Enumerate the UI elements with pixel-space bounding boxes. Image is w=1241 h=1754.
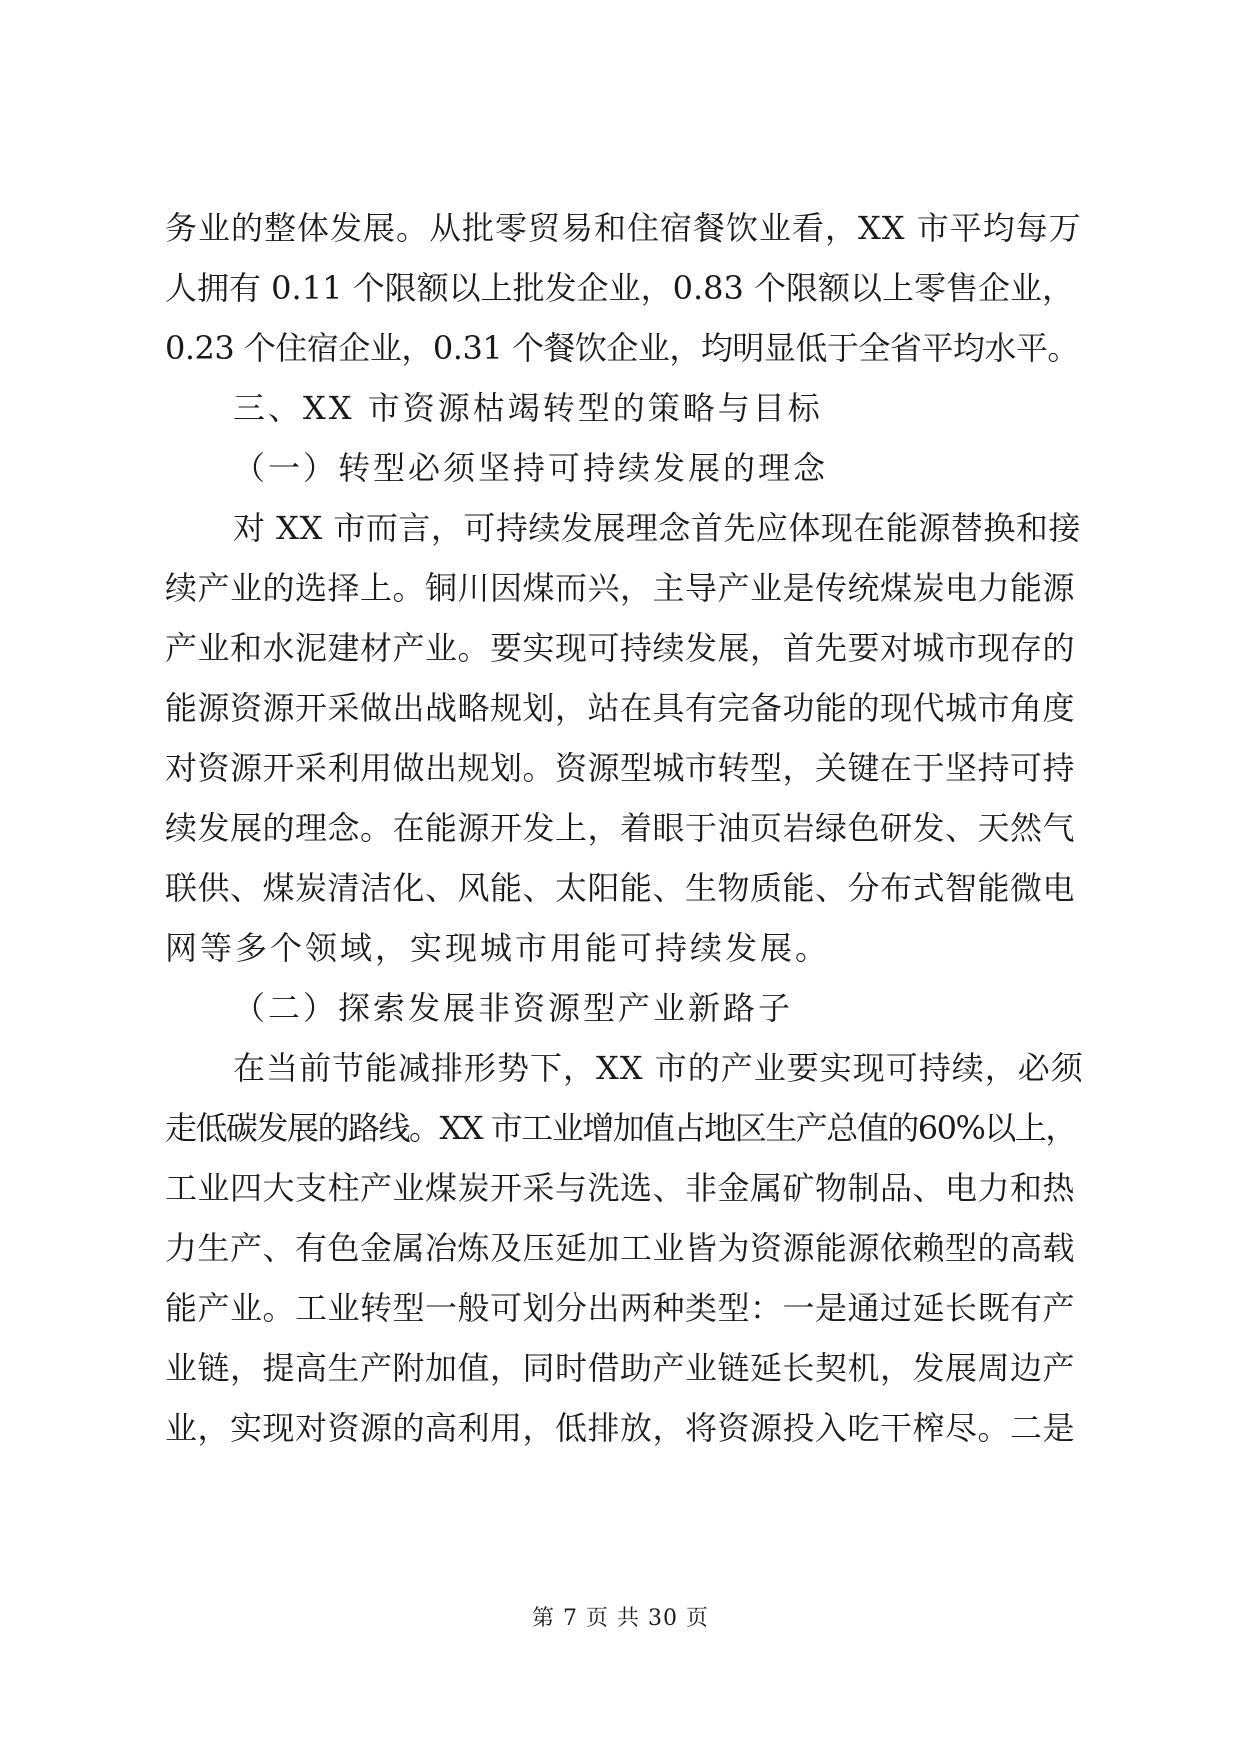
body-text-line: 业链，提高生产附加值，同时借助产业链延长契机，发展周边产 <box>165 1349 1076 1387</box>
body-text-line: 能源资源开采做出战略规划，站在具有完备功能的现代城市角度 <box>165 689 1076 727</box>
body-text-line: 工业四大支柱产业煤炭开采与洗选、非金属矿物制品、电力和热 <box>165 1169 1076 1207</box>
body-text-line: 务业的整体发展。从批零贸易和住宿餐饮业看，XX 市平均每万 <box>165 209 1082 247</box>
body-text-line: 产业和水泥建材产业。要实现可持续发展，首先要对城市现存的 <box>165 629 1076 667</box>
body-text-line: 在当前节能减排形势下，XX 市的产业要实现可持续，必须 <box>233 1049 1084 1087</box>
body-text-line: 对资源开采利用做出规划。资源型城市转型，关键在于坚持可持 <box>165 749 1076 787</box>
body-text-line: 走低碳发展的路线。XX 市工业增加值占地区生产总值的60%以上， <box>165 1109 1076 1147</box>
body-text-line: 能产业。工业转型一般可划分出两种类型：一是通过延长既有产 <box>165 1289 1076 1327</box>
body-text-line: 续产业的选择上。铜川因煤而兴，主导产业是传统煤炭电力能源 <box>165 569 1076 607</box>
body-text-line: 联供、煤炭清洁化、风能、太阳能、生物质能、分布式智能微电 <box>165 869 1076 907</box>
body-text-line: 力生产、有色金属冶炼及压延加工业皆为资源能源依赖型的高载 <box>165 1229 1076 1267</box>
body-text-line: 续发展的理念。在能源开发上，着眼于油页岩绿色研发、天然气 <box>165 809 1076 847</box>
body-text-line: 业，实现对资源的高利用，低排放，将资源投入吃干榨尽。二是 <box>165 1409 1076 1447</box>
body-text-line: 0.23 个住宿企业，0.31 个餐饮企业，均明显低于全省平均水平。 <box>165 329 1079 367</box>
body-text-line: 对 XX 市而言，可持续发展理念首先应体现在能源替换和接 <box>233 509 1081 547</box>
body-text-line: 人拥有 0.11 个限额以上批发企业，0.83 个限额以上零售企业， <box>165 269 1075 307</box>
body-text-line: 网等多个领域，实现城市用能可持续发展。 <box>165 929 831 967</box>
page-number-footer: 第 7 页 共 30 页 <box>532 1606 709 1631</box>
subsection-heading: （二）探索发展非资源型产业新路子 <box>233 989 794 1027</box>
subsection-heading: （一）转型必须坚持可持续发展的理念 <box>233 449 829 487</box>
section-heading: 三、XX 市资源枯竭转型的策略与目标 <box>233 389 823 427</box>
